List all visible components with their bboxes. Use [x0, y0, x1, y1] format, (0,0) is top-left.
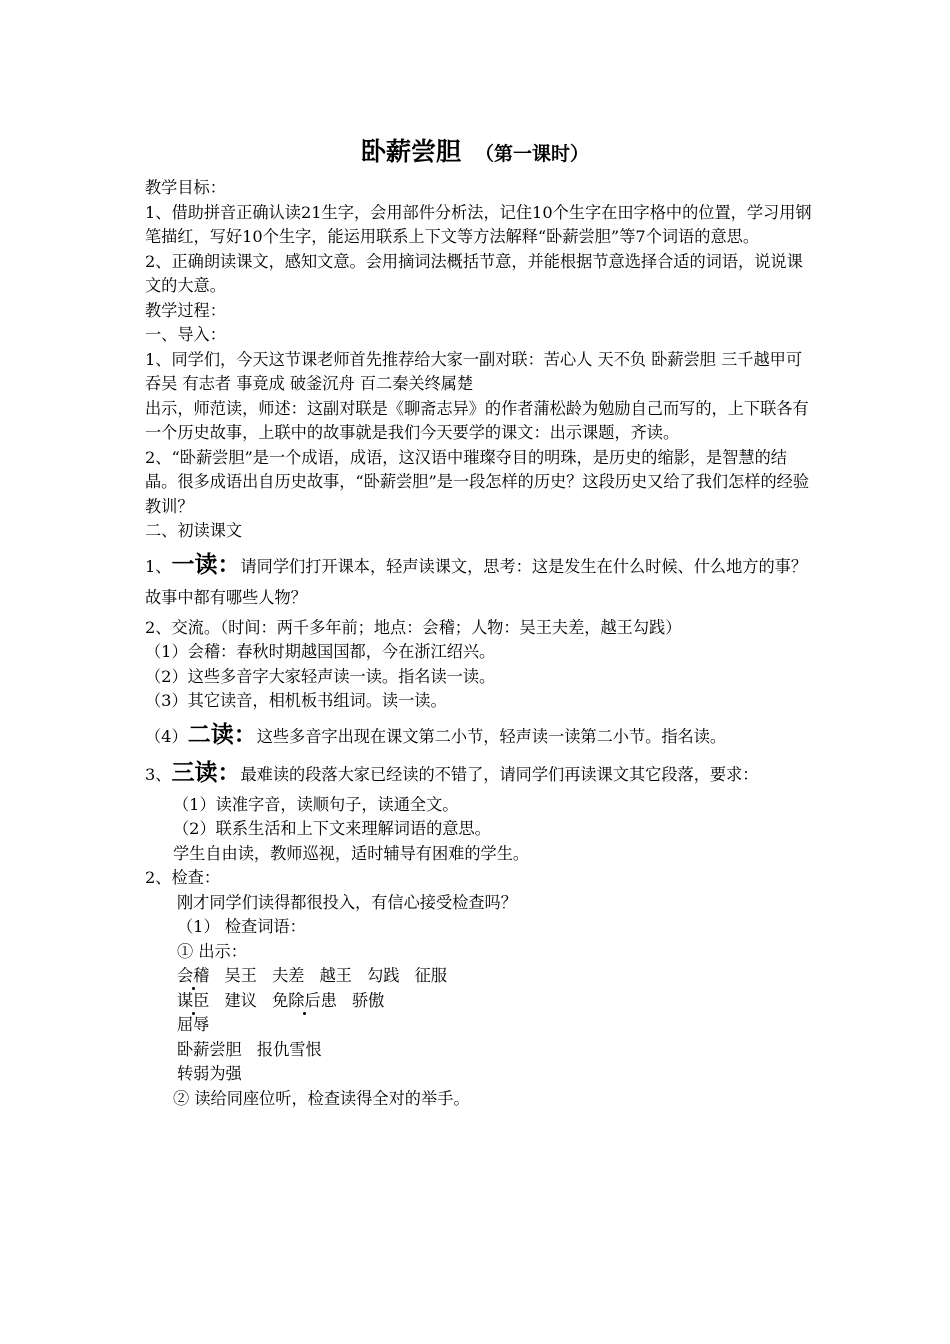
word-row-3 — [145, 1013, 815, 1038]
section-2-heading: 二、初读课文 — [145, 521, 243, 540]
exchange-item-2: （2）这些多音字大家轻声读一读。指名读一读。 — [145, 666, 496, 686]
word-item: 转弱为强 — [177, 1064, 242, 1083]
third-reading-number: 3、 — [145, 764, 172, 784]
section-1-paragraph-2: 出示，师范读，师述：这副对联是《聊斋志异》的作者蒲松龄为勉励自己而写的，上下联各有一个历史故事，上联中的故事就是我们今天要学的课文：出示课题，齐读。 — [145, 398, 809, 442]
section-1-paragraph-3: 2、“卧薪尝胆”是一个成语，成语，这汉语中璀璨夺目的明珠，是历史的缩影，是智慧的结晶。很多成语出自历史故事，“卧薪尝胆”是一段怎样的历史？这段历史又给了我们怎样的经验教训？ — [145, 447, 810, 516]
document-body — [145, 176, 815, 1111]
third-reading-label: 三读： — [171, 759, 241, 786]
exchange-item-3: （3）其它读音，相机板书组词。读一读。 — [145, 691, 447, 710]
second-reading — [145, 720, 815, 752]
first-reading-number: 1、 — [145, 556, 172, 576]
third-reading-text: 最难读的段落大家已经读的不错了，请同学们再读课文其它段落，要求： — [240, 764, 759, 784]
first-reading — [145, 550, 815, 613]
title-subtitle: （第一课时） — [475, 143, 590, 165]
word-item: 建议 — [224, 990, 257, 1010]
word-item: 骄傲 — [351, 990, 385, 1010]
word-item: 吴王 — [224, 966, 257, 985]
word-row-1 — [145, 964, 815, 989]
check-words-heading: （1） 检查词语： — [177, 917, 306, 936]
process-heading: 教学过程： — [145, 300, 226, 320]
second-reading-text: 这些多音字出现在课文第二小节，轻声读一读第二小节。指名读。 — [256, 726, 727, 746]
section-1-heading: 一、导入： — [145, 325, 226, 344]
word-item: 越王 — [319, 966, 352, 985]
first-reading-text: 请同学们打开课本，轻声读课文，思考：这是发生在什么时候、什么地方的事？故事中都有哪些人物？ — [145, 556, 808, 607]
first-reading-label: 一读： — [171, 551, 241, 578]
partner-reading: ② 读给同座位听，检查读得全对的举手。 — [173, 1088, 470, 1108]
word-item: 卧薪尝胆 — [177, 1039, 242, 1059]
word-item: 谋臣 — [177, 990, 210, 1010]
word-item: 报仇雪恨 — [256, 1039, 322, 1059]
document-title — [0, 132, 950, 168]
word-row-5 — [145, 1062, 815, 1087]
goal-1: 1、借助拼音正确认读21生字，会用部件分析法，记住10个生字在田字格中的位置，学习用钢笔描红，写好10个生字，能运用联系上下文等方法解释“卧薪尝胆”等7个词语的意思。 — [145, 202, 812, 246]
word-item: 会稽 — [177, 966, 210, 985]
word-item: 征服 — [414, 966, 448, 985]
goal-2: 2、正确朗读课文，感知文意。会用摘词法概括节意，并能根据节意选择合适的词语，说说课文的大意。 — [145, 251, 803, 295]
exchange: 2、交流。（时间：两千多年前；地点：会稽；人物：吴王夫差，越王勾践） — [145, 617, 682, 637]
title-main: 卧薪尝胆 — [360, 137, 461, 166]
check-intro: 刚才同学们读得都很投入，有信心接受检查吗？ — [177, 892, 517, 912]
word-item: 免除后患 — [272, 990, 337, 1010]
word-row-4 — [145, 1038, 815, 1063]
requirement-1: （1）读准字音，读顺句子，读通全文。 — [173, 794, 459, 814]
second-reading-label: 二读： — [187, 721, 257, 748]
show-label: ① 出示： — [177, 941, 247, 961]
word-item: 勾践 — [367, 966, 400, 985]
goals-heading: 教学目标： — [145, 178, 226, 197]
second-reading-number: （4） — [145, 726, 188, 746]
word-item: 屈辱 — [177, 1015, 210, 1034]
free-reading-note: 学生自由读，教师巡视，适时辅导有困难的学生。 — [173, 843, 530, 863]
word-item: 夫差 — [272, 966, 305, 985]
third-reading — [145, 758, 815, 790]
word-row-2 — [145, 989, 815, 1014]
check-heading: 2、检查： — [145, 868, 221, 887]
requirement-2: （2）联系生活和上下文来理解词语的意思。 — [173, 819, 491, 838]
exchange-item-1: （1）会稽：春秋时期越国国都，今在浙江绍兴。 — [145, 642, 496, 661]
section-1-paragraph-1: 1、同学们，今天这节课老师首先推荐给大家一副对联：苦心人 天不负 卧薪尝胆 三千越甲可吞吴 有志者 事竟成 破釜沉舟 百二秦关终属楚 — [145, 349, 803, 393]
